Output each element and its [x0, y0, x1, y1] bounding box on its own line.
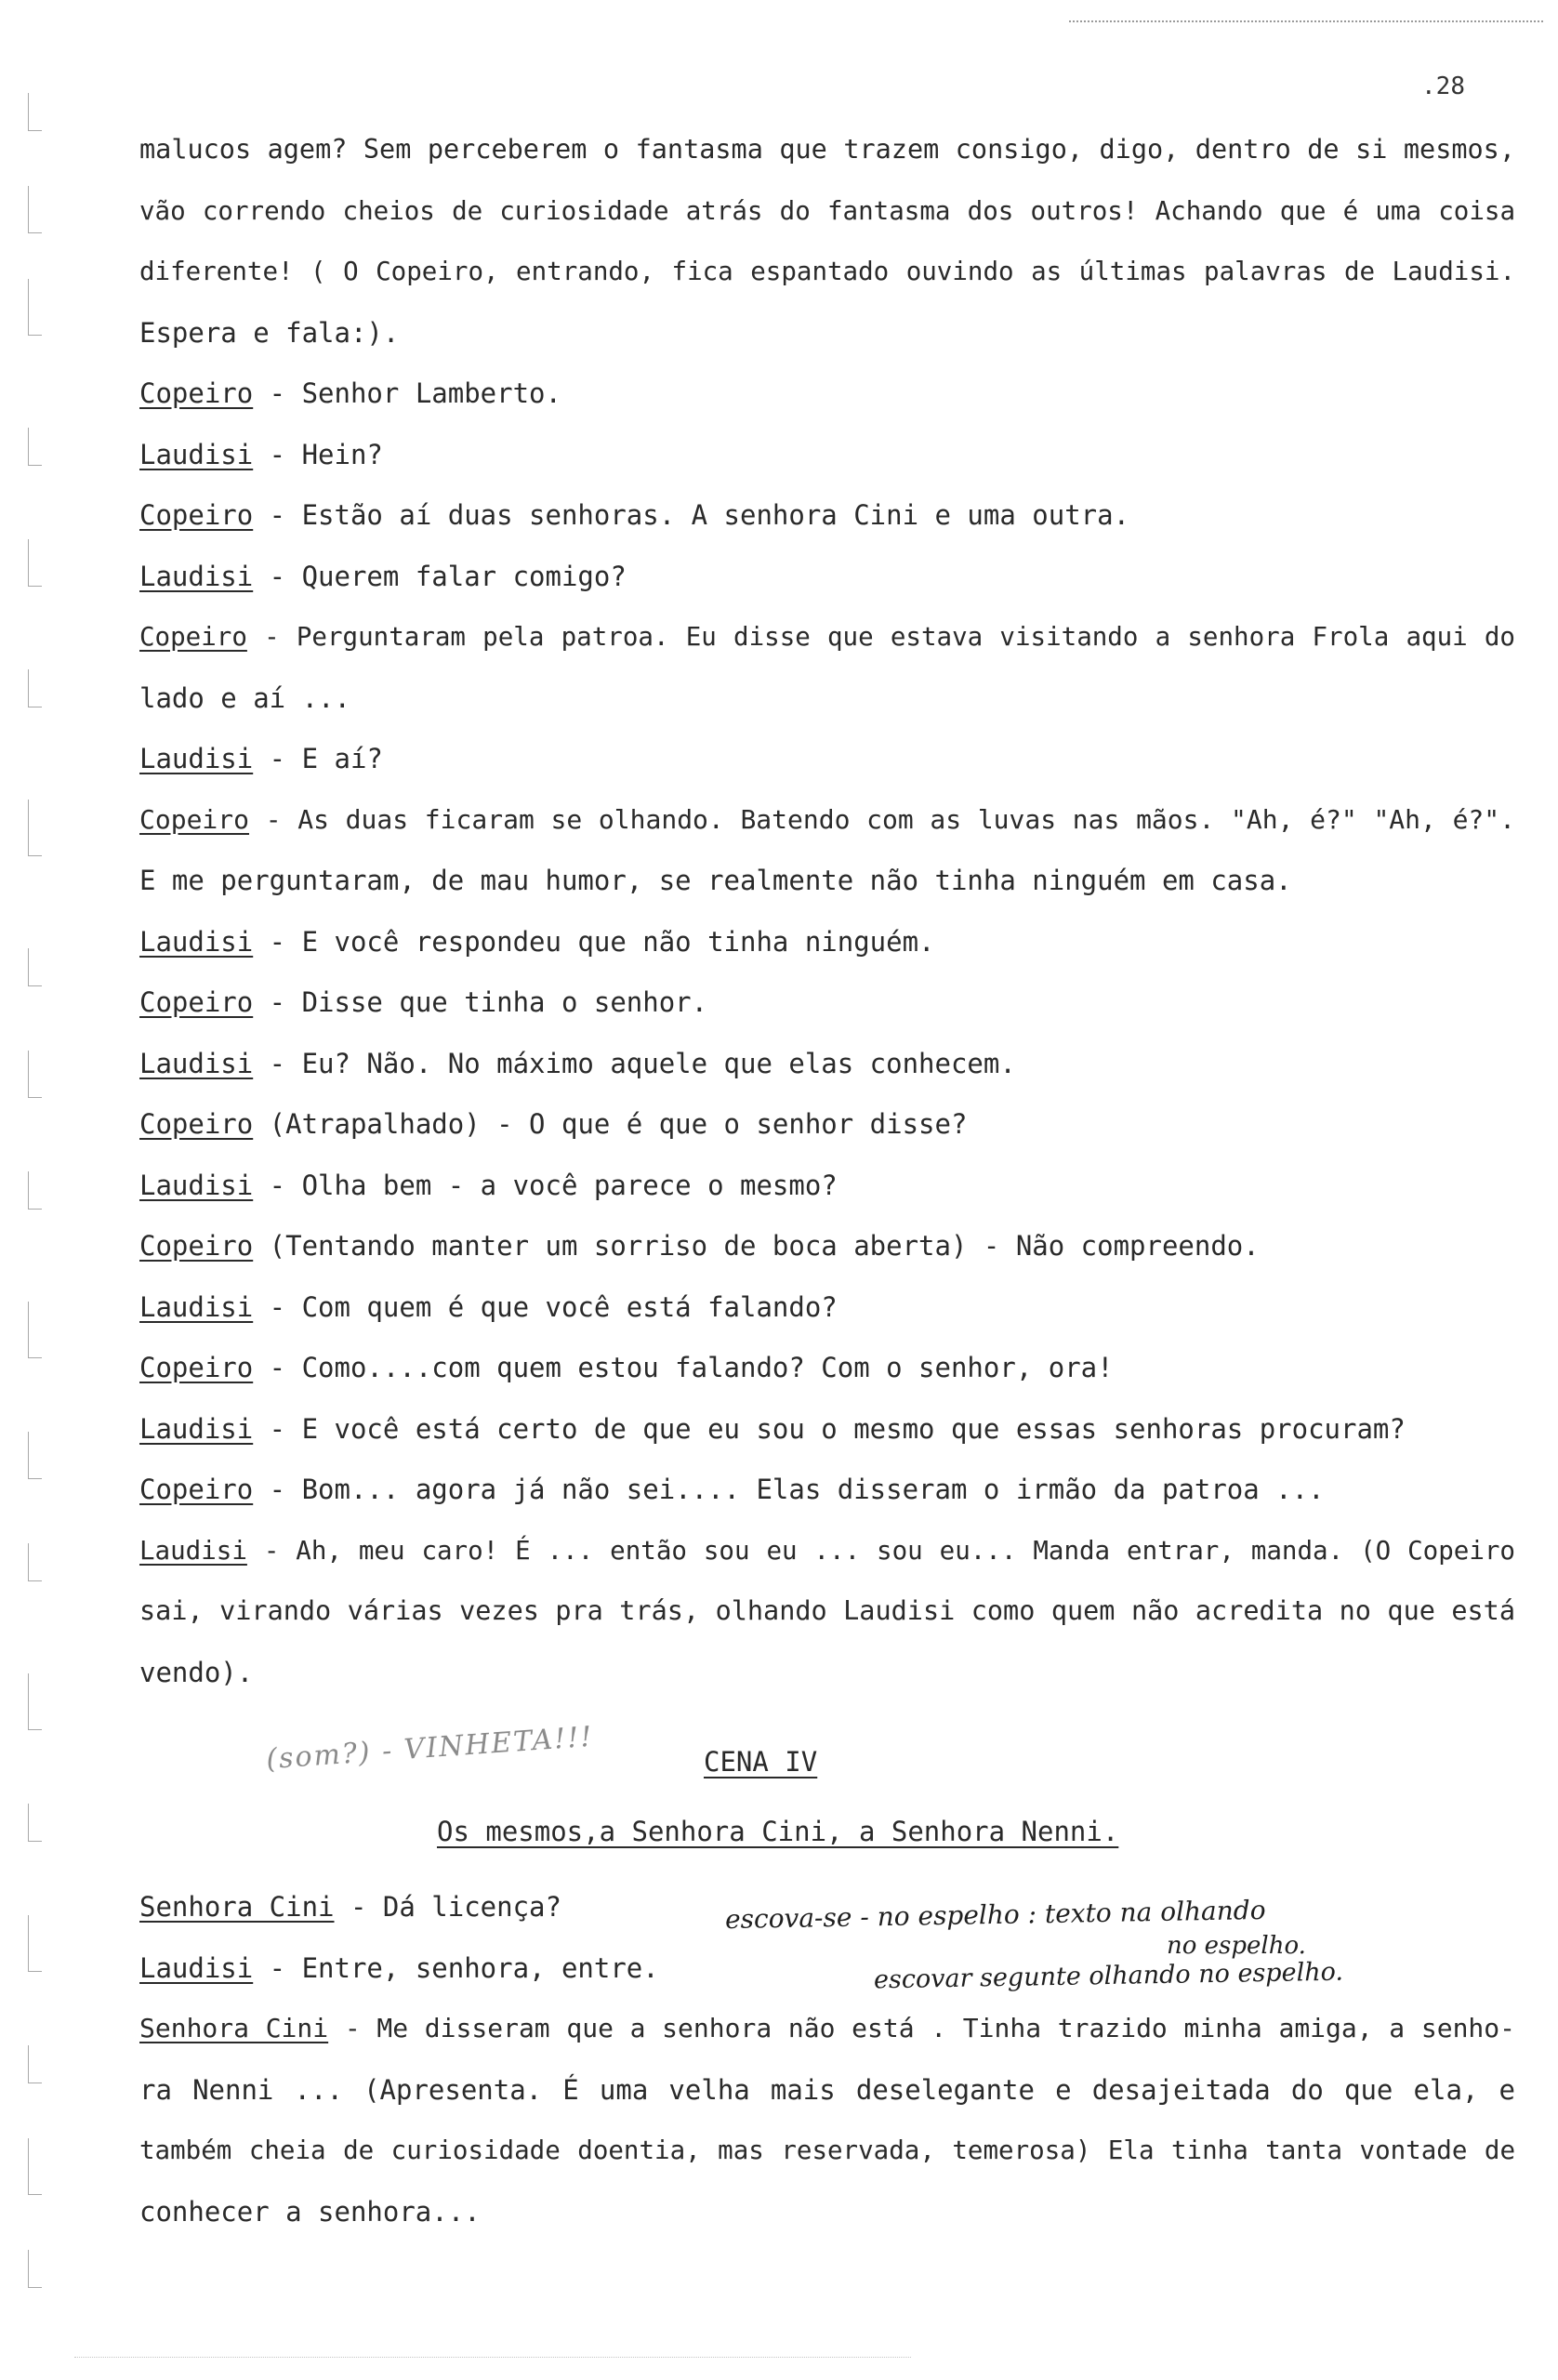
script-line [139, 1351, 1515, 1384]
line-text: - Senhor Lamberto. [253, 377, 561, 409]
script-line [139, 133, 1515, 166]
script-line [139, 803, 1515, 837]
speaker-name: Copeiro [139, 1230, 254, 1262]
script-line [139, 1594, 1515, 1628]
scene-title: CENA IV [704, 1746, 818, 1778]
line-text: - Perguntaram pela patroa. Eu disse que estava visitando a senhora Frola aqui do [246, 622, 1515, 652]
page-number: .28 [1421, 73, 1465, 100]
script-line [139, 377, 1515, 410]
script-line [139, 2134, 1515, 2167]
script-line [139, 1412, 1515, 1446]
script-line [139, 620, 1515, 654]
script-line [139, 255, 1515, 288]
handwritten-note-line-3: escovar segunte olhando no espelho. [873, 1957, 1344, 1995]
line-text: - Dá licença? [334, 1891, 561, 1923]
line-text: diferente! ( O Copeiro, entrando, fica espantado ouvindo as últimas palavras de Laudisi. [139, 257, 1515, 286]
line-text: (Tentando manter um sorriso de boca aberta) - Não compreendo. [253, 1230, 1260, 1262]
script-line [139, 2012, 1515, 2045]
line-text: vão correndo cheios de curiosidade atrás do fantasma dos outros! Achando que é uma coisa [139, 195, 1515, 226]
speaker-name: Copeiro [139, 986, 254, 1018]
speaker-name: Laudisi [139, 1412, 254, 1445]
speaker-name: Copeiro [139, 499, 254, 531]
handwritten-note-line-1: escova-se - no espelho : texto na olhando [724, 1894, 1266, 1936]
script-line [139, 194, 1515, 228]
handwritten-note-line-2: no espelho. [1167, 1932, 1306, 1960]
script-line [139, 1290, 1515, 1324]
script-line [139, 560, 1515, 593]
line-text: também cheia de curiosidade doentia, mas reservada, temerosa) Ela tinha tanta vontade de [139, 2135, 1515, 2165]
script-line [139, 1107, 1515, 1141]
script-line [139, 1890, 1515, 1924]
script-line [139, 925, 1515, 959]
line-text: - Disse que tinha o senhor. [253, 986, 708, 1018]
script-line [139, 681, 1515, 715]
line-text: - Entre, senhora, entre. [253, 1951, 659, 1984]
script-line [139, 498, 1515, 532]
script-line [139, 2073, 1515, 2107]
line-text: - E você respondeu que não tinha ninguém. [253, 925, 935, 958]
line-text: vendo). [139, 1656, 254, 1688]
speaker-name: Laudisi [139, 1169, 254, 1201]
script-line [139, 1951, 1515, 1985]
line-text: conhecer a senhora... [139, 2195, 481, 2228]
line-text: E me perguntaram, de mau humor, se realmente não tinha ninguém em casa. [139, 865, 1292, 896]
speaker-name: Senhora Cini [139, 2013, 329, 2043]
scene-cast-list: Os mesmos,a Senhora Cini, a Senhora Nenni. [437, 1816, 1119, 1847]
speaker-name: Laudisi [139, 743, 254, 774]
bottom-edge-mark [74, 2357, 911, 2358]
speaker-name: Laudisi [139, 925, 254, 958]
line-text: ra Nenni ... (Apresenta. É uma velha mais deselegante e desajeitada do que ela, e [139, 2073, 1515, 2106]
speaker-name: Copeiro [139, 803, 250, 835]
script-line [139, 1473, 1515, 1506]
script-line [139, 985, 1515, 1019]
line-text: - E aí? [253, 743, 383, 774]
line-text: - Estão aí duas senhoras. A senhora Cini e uma outra. [253, 499, 1130, 531]
line-text: - Olha bem - a você parece o mesmo? [253, 1169, 838, 1201]
line-text: - Com quem é que você está falando? [253, 1290, 838, 1323]
script-line [139, 316, 1515, 350]
line-text: lado e aí ... [139, 681, 350, 714]
speaker-name: Copeiro [139, 377, 254, 409]
script-line [139, 1656, 1515, 1689]
top-edge-rule [1069, 20, 1543, 22]
speaker-name: Laudisi [139, 1951, 254, 1984]
speaker-name: Laudisi [139, 438, 254, 470]
script-line [139, 1534, 1515, 1567]
speaker-name: Copeiro [139, 1352, 254, 1383]
script-line [139, 1047, 1515, 1080]
line-text: - Ah, meu caro! É ... então sou eu ... sou eu... Manda entrar, manda. (O Copeiro [246, 1535, 1515, 1566]
line-text: - As duas ficaram se olhando. Batendo com as luvas nas mãos. "Ah, é?" "Ah, é?". [249, 803, 1515, 835]
script-line [139, 864, 1515, 897]
line-text: - Bom... agora já não sei.... Elas disseram o irmão da patroa ... [253, 1474, 1325, 1505]
left-margin-marks [28, 37, 65, 2361]
line-text: - E você está certo de que eu sou o mesmo que essas senhoras procuram? [253, 1412, 1406, 1445]
line-text: - Querem falar comigo? [253, 560, 627, 592]
speaker-name: Laudisi [139, 560, 254, 592]
speaker-name: Copeiro [139, 622, 247, 652]
line-text: Espera e fala:). [139, 316, 400, 349]
script-line [139, 438, 1515, 471]
speaker-name: Laudisi [139, 1290, 254, 1323]
speaker-name: Senhora Cini [139, 1891, 335, 1923]
line-text: sai, virando várias vezes pra trás, olhando Laudisi como quem não acredita no que está [139, 1595, 1515, 1626]
handwritten-pencil-note: (som?) - VINHETA!!! [265, 1720, 595, 1777]
script-line [139, 2195, 1515, 2228]
line-text: - Hein? [253, 438, 383, 470]
script-line [139, 1169, 1515, 1202]
line-text: - Como....com quem estou falando? Com o senhor, ora! [253, 1352, 1114, 1383]
line-text: malucos agem? Sem perceberem o fantasma que trazem consigo, digo, dentro de si mesmos, [139, 134, 1515, 165]
speaker-name: Laudisi [139, 1535, 247, 1566]
line-text: - Me disseram que a senhora não está . Tinha trazido minha amiga, a senho- [328, 2013, 1516, 2043]
speaker-name: Laudisi [139, 1047, 254, 1079]
line-text: (Atrapalhado) - O que é que o senhor disse? [253, 1108, 968, 1140]
script-line [139, 742, 1515, 775]
speaker-name: Copeiro [139, 1108, 254, 1140]
speaker-name: Copeiro [139, 1474, 254, 1505]
script-line [139, 1229, 1515, 1263]
line-text: - Eu? Não. No máximo aquele que elas conhecem. [253, 1047, 1016, 1079]
